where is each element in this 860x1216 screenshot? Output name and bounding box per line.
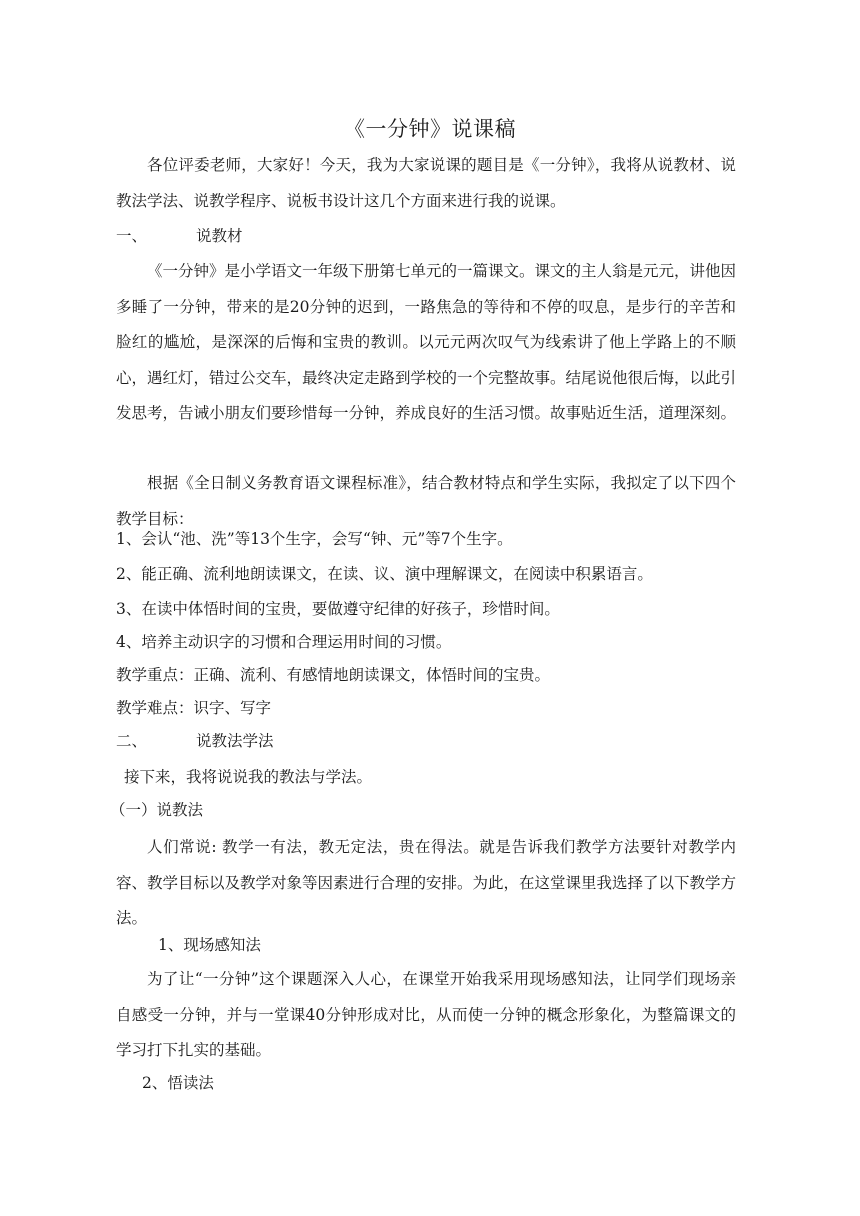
- difficulty: 教学难点：识字、写字: [116, 699, 272, 717]
- method-1-label: 1、现场感知法: [158, 936, 261, 954]
- next-line: 接下来，我将说说我的教法与学法。: [124, 768, 373, 786]
- method-1-paragraph: 为了让“一分钟”这个课题深入人心，在课堂开始我采用现场感知法，让同学们现场亲自感受一分钟，并与一堂课40分钟形成对比，从而使一分钟的概念形象化，为整篇课文的学习打下扎实的基础。: [116, 970, 736, 1059]
- section-label: 说教法学法: [196, 732, 274, 750]
- goal-item: 2、能正确、流利地朗读课文，在读、议、演中理解课文，在阅读中积累语言。: [116, 565, 653, 583]
- section-label: 说教材: [196, 227, 243, 245]
- method-paragraph: 人们常说: 教学一有法，教无定法，贵在得法。就是告诉我们教学方法要针对教学内容、教学目标以及教学对象等因素进行合理的安排。为此，在这堂课里我选择了以下教学方法。: [116, 838, 737, 927]
- method-2-label: 2、悟读法: [142, 1074, 214, 1092]
- key-point: 教学重点：正确、流利、有感情地朗读课文，体悟时间的宝贵。: [116, 666, 551, 684]
- goals-intro-paragraph: 根据《全日制义务教育语文课程标准》，结合教材特点和学生实际，我拟定了以下四个教学目标：: [116, 474, 736, 528]
- section-heading-2: [116, 724, 736, 760]
- goal-item: 1、会认“池、洗”等13个生字，会写“钟、元”等7个生字。: [116, 530, 513, 548]
- material-paragraph: 《一分钟》是小学语文一年级下册第七单元的一篇课文。课文的主人翁是元元，讲他因多睡了一分钟，带来的是20分钟的迟到，一路焦急的等待和不停的叹息，是步行的辛苦和脸红的尴尬，是深深的后悔和宝贵的教训。以元元两次叹气为线索讲了他上学路上的不顺心，遇红灯，错过公交车，最终决定走路到学校的一个完整故事。结尾说他很后悔，以此引发思考，告诫小朋友们要珍惜每一分钟，养成良好的生活习惯。故事贴近生活，道理深刻。: [116, 262, 737, 422]
- section-heading-1: [116, 219, 736, 255]
- section-number: 一、: [116, 227, 148, 245]
- document-title: 《一分钟》说课稿: [344, 117, 516, 141]
- goal-item: 4、培养主动识字的习惯和合理运用时间的习惯。: [116, 633, 452, 651]
- goal-item: 3、在读中体悟时间的宝贵，要做遵守纪律的好孩子，珍惜时间。: [116, 600, 560, 618]
- intro-paragraph: 各位评委老师，大家好！今天，我为大家说课的题目是《一分钟》，我将从说教材、说教法学法、说教学程序、说板书设计这几个方面来进行我的说课。: [116, 156, 736, 210]
- section-number: 二、: [116, 732, 148, 750]
- subsection-heading: （一）说教法: [110, 801, 204, 819]
